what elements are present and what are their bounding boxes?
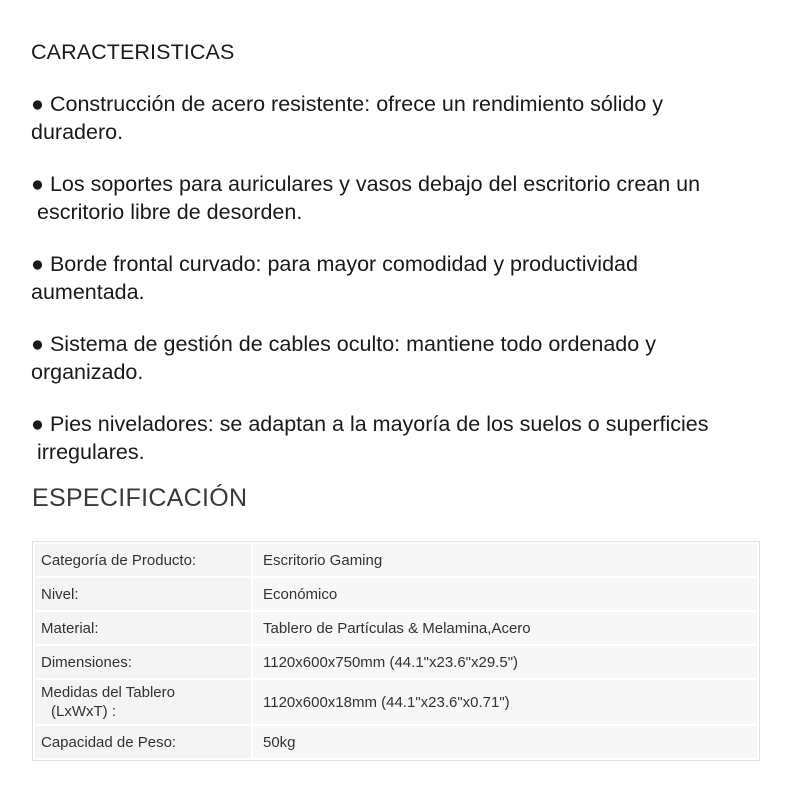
table-row: [34, 725, 758, 759]
feature-item: [31, 90, 793, 146]
table-row: [34, 645, 758, 679]
table-row: [34, 679, 758, 725]
specification-title: ESPECIFICACIÓN: [32, 484, 248, 512]
spec-value: Escritorio Gaming: [252, 543, 758, 577]
spec-value: 1120x600x750mm (44.1"x23.6"x29.5"): [252, 645, 758, 679]
spec-value: Tablero de Partículas & Melamina,Acero: [252, 611, 758, 645]
feature-text-line2: duradero.: [31, 120, 124, 144]
feature-text-line1: ● Borde frontal curvado: para mayor comodidad y productividad: [31, 252, 638, 276]
spec-key: [34, 679, 252, 725]
spec-key: Dimensiones:: [34, 645, 252, 679]
table-row: [34, 577, 758, 611]
specification-table: [32, 541, 760, 761]
spec-key: Material:: [34, 611, 252, 645]
feature-text-line2: irregulares.: [37, 440, 145, 464]
spec-value: 50kg: [252, 725, 758, 759]
spec-key-line1: Medidas del Tablero: [41, 684, 175, 701]
feature-item: [31, 410, 793, 466]
table-row: [34, 611, 758, 645]
feature-text-line2: aumentada.: [31, 280, 145, 304]
spec-key: Capacidad de Peso:: [34, 725, 252, 759]
feature-item: [31, 250, 793, 306]
features-title: CARACTERISTICAS: [31, 40, 235, 64]
features-section: [31, 38, 793, 490]
spec-value: Económico: [252, 577, 758, 611]
spec-value: 1120x600x18mm (44.1"x23.6"x0.71"): [252, 679, 758, 725]
feature-text-line1: ● Construcción de acero resistente: ofrece un rendimiento sólido y: [31, 92, 664, 116]
spec-key: Categoría de Producto:: [34, 543, 252, 577]
feature-text-line1: ● Pies niveladores: se adaptan a la mayoría de los suelos o superficies: [31, 412, 709, 436]
feature-text-line2: organizado.: [31, 360, 144, 384]
feature-item: [31, 330, 793, 386]
feature-text-line1: ● Los soportes para auriculares y vasos debajo del escritorio crean un: [31, 172, 701, 196]
spec-key: Nivel:: [34, 577, 252, 611]
feature-item: [31, 170, 793, 226]
feature-text-line1: ● Sistema de gestión de cables oculto: mantiene todo ordenado y: [31, 332, 656, 356]
spec-key-line2: (LxWxT) :: [51, 703, 116, 720]
table-row: [34, 543, 758, 577]
feature-text-line2: escritorio libre de desorden.: [37, 200, 303, 224]
